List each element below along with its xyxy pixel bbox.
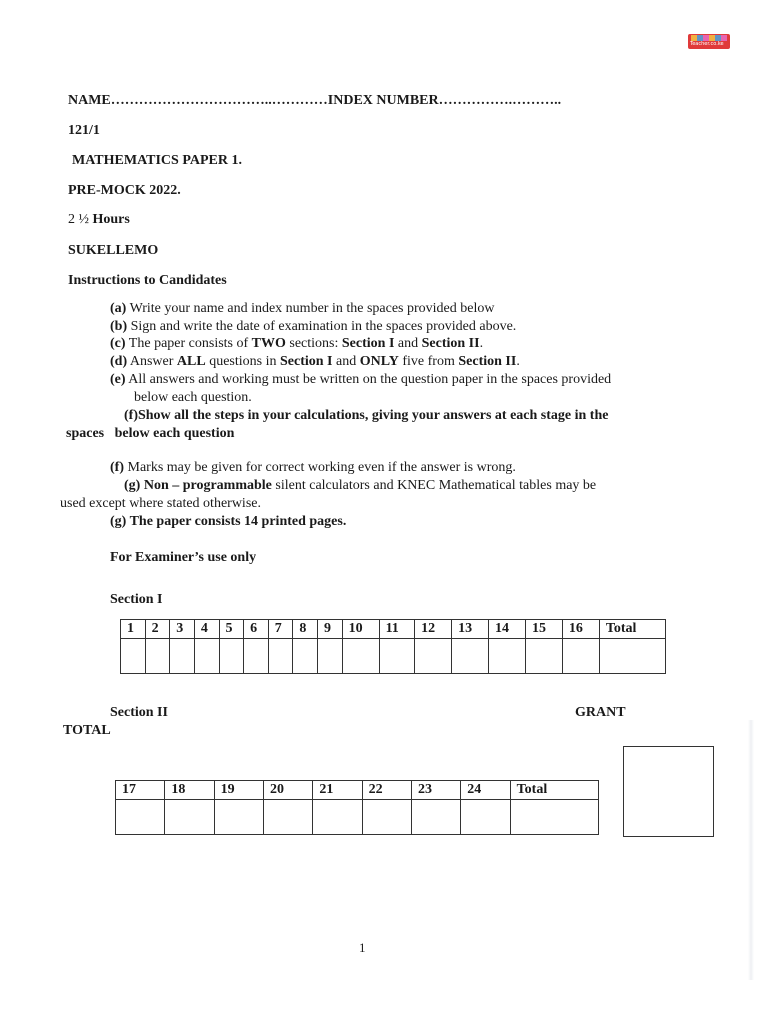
- section1-score-cell[interactable]: [145, 639, 170, 674]
- instruction-g-calculators: [124, 478, 596, 494]
- instruction-g-pages: (g) The paper consists 14 printed pages.: [110, 514, 347, 529]
- instruction-g-cont: used except where stated otherwise.: [60, 496, 261, 511]
- section1-header-cell: 2: [145, 620, 170, 639]
- instruction-a-text: Write your name and index number in the spaces provided below: [129, 301, 495, 316]
- section1-header-row: [121, 620, 666, 639]
- section2-header-cell: 21: [313, 781, 362, 800]
- subject-title: MATHEMATICS PAPER 1.: [72, 153, 242, 168]
- grand-total-box[interactable]: [623, 746, 714, 837]
- grand-total-label-2: TOTAL: [63, 723, 111, 738]
- instruction-d-bold: ONLY: [359, 354, 399, 369]
- section1-score-cell[interactable]: [170, 639, 195, 674]
- section1-header-cell: 3: [170, 620, 195, 639]
- instruction-d-bold: Section II: [458, 354, 517, 369]
- section1-score-cell[interactable]: [318, 639, 343, 674]
- instruction-a-label: (a): [110, 301, 127, 316]
- instruction-f-steps: (f)Show all the steps in your calculations, giving your answers at each stage in the: [124, 408, 609, 423]
- section1-score-cell[interactable]: [219, 639, 244, 674]
- section1-score-cell[interactable]: [452, 639, 489, 674]
- section1-score-table: [120, 619, 666, 674]
- section2-header-cell: 22: [362, 781, 411, 800]
- section2-header-cell: Total: [510, 781, 598, 800]
- section1-score-cell[interactable]: [342, 639, 379, 674]
- section1-header-cell: 12: [415, 620, 452, 639]
- instruction-d-bold: Section I: [279, 354, 333, 369]
- paper-code: 121/1: [68, 123, 100, 138]
- instruction-c-bold: Section I: [341, 336, 395, 351]
- name-index-line: NAME……………………………..…………INDEX NUMBER…………….………..: [68, 93, 562, 108]
- section1-score-cell[interactable]: [489, 639, 526, 674]
- section1-header-cell: 16: [562, 620, 599, 639]
- section1-header-cell: 4: [194, 620, 219, 639]
- section2-score-table: [115, 780, 599, 835]
- instruction-e: [110, 372, 611, 388]
- section1-score-cell[interactable]: [562, 639, 599, 674]
- section1-score-cell[interactable]: [599, 639, 665, 674]
- instruction-e-text: All answers and working must be written on the question paper in the spaces provided: [128, 372, 612, 387]
- section2-score-cell[interactable]: [263, 800, 312, 835]
- section2-header-cell: 24: [461, 781, 510, 800]
- instruction-d-text: Answer: [129, 354, 177, 369]
- instruction-b-text: Sign and write the date of examination in the spaces provided above.: [130, 319, 517, 334]
- instruction-e-label: (e): [110, 372, 126, 387]
- section2-label: Section II: [110, 705, 168, 720]
- section1-header-cell: 1: [121, 620, 146, 639]
- section1-header-cell: 6: [244, 620, 269, 639]
- section2-header-row: [116, 781, 599, 800]
- section2-header-cell: 19: [214, 781, 263, 800]
- instruction-f-text: Marks may be given for correct working even if the answer is wrong.: [127, 460, 516, 475]
- examiner-heading: For Examiner’s use only: [110, 550, 257, 565]
- section1-header-cell: 8: [293, 620, 318, 639]
- section2-header-cell: 18: [165, 781, 214, 800]
- section1-score-cell[interactable]: [293, 639, 318, 674]
- section2-score-cell[interactable]: [116, 800, 165, 835]
- instruction-d-text: .: [516, 354, 520, 369]
- instruction-c-text: sections:: [285, 336, 342, 351]
- duration-unit: Hours: [92, 212, 130, 227]
- section2-score-cell[interactable]: [461, 800, 510, 835]
- grand-total-label: GRANT: [575, 705, 626, 720]
- section1-score-cell[interactable]: [268, 639, 293, 674]
- section2-header-cell: 17: [116, 781, 165, 800]
- section1-label: Section I: [110, 592, 163, 607]
- section2-score-cell[interactable]: [411, 800, 460, 835]
- instruction-e-cont: below each question.: [134, 390, 252, 405]
- section1-header-cell: 11: [379, 620, 415, 639]
- section2-header-cell: 20: [263, 781, 312, 800]
- instruction-b-label: (b): [110, 319, 128, 334]
- instruction-b: [110, 319, 516, 335]
- section1-header-cell: 7: [268, 620, 293, 639]
- instruction-d-text: and: [332, 354, 360, 369]
- scan-edge: [748, 720, 754, 980]
- instruction-a: [110, 301, 494, 317]
- section2-score-row: [116, 800, 599, 835]
- section1-score-cell[interactable]: [525, 639, 562, 674]
- instruction-f-label: (f): [110, 460, 124, 475]
- section1-header-cell: 5: [219, 620, 244, 639]
- instruction-d-label: (d): [110, 354, 128, 369]
- instruction-d-text: five from: [398, 354, 459, 369]
- instruction-d: [110, 354, 520, 370]
- section2-header-cell: 23: [411, 781, 460, 800]
- instructions-heading: Instructions to Candidates: [68, 273, 227, 288]
- section1-header-cell: 13: [452, 620, 489, 639]
- section1-header-cell: 15: [525, 620, 562, 639]
- duration-value: 2 ½: [68, 212, 89, 227]
- section2-score-cell[interactable]: [214, 800, 263, 835]
- instruction-g-text: silent calculators and KNEC Mathematical tables may be: [271, 478, 597, 493]
- instruction-c-bold: Section II: [421, 336, 480, 351]
- instruction-c-text: The paper consists of: [128, 336, 252, 351]
- section1-header-cell: Total: [599, 620, 665, 639]
- section1-header-cell: 14: [489, 620, 526, 639]
- exam-title: PRE-MOCK 2022.: [68, 183, 181, 198]
- instruction-g-label: (g): [124, 478, 141, 493]
- instruction-g-bold: Non – programmable: [143, 478, 272, 493]
- page-number: 1: [359, 940, 366, 955]
- instruction-c-label: (c): [110, 336, 126, 351]
- section1-score-cell[interactable]: [379, 639, 415, 674]
- instruction-c-text: and: [394, 336, 422, 351]
- section1-score-cell[interactable]: [415, 639, 452, 674]
- instruction-f-marks: [110, 460, 516, 476]
- site-logo: [688, 34, 730, 49]
- section2-score-cell[interactable]: [165, 800, 214, 835]
- section2-score-cell[interactable]: [313, 800, 362, 835]
- section2-score-cell[interactable]: [510, 800, 598, 835]
- section2-score-cell[interactable]: [362, 800, 411, 835]
- instruction-c-bold: TWO: [251, 336, 286, 351]
- section1-score-cell[interactable]: [244, 639, 269, 674]
- region-name: SUKELLEMO: [68, 243, 159, 258]
- duration: [68, 212, 130, 228]
- instruction-c: [110, 336, 483, 352]
- section1-header-cell: 10: [342, 620, 379, 639]
- instruction-d-text: questions in: [205, 354, 280, 369]
- instruction-c-text: .: [479, 336, 484, 351]
- logo-text: Teacher.co.ke: [690, 41, 724, 47]
- section1-header-cell: 9: [318, 620, 343, 639]
- section1-score-cell[interactable]: [194, 639, 219, 674]
- instruction-f-steps-cont: spaces below each question: [66, 426, 235, 441]
- instruction-d-bold: ALL: [176, 354, 206, 369]
- section1-score-row: [121, 639, 666, 674]
- section1-score-cell[interactable]: [121, 639, 146, 674]
